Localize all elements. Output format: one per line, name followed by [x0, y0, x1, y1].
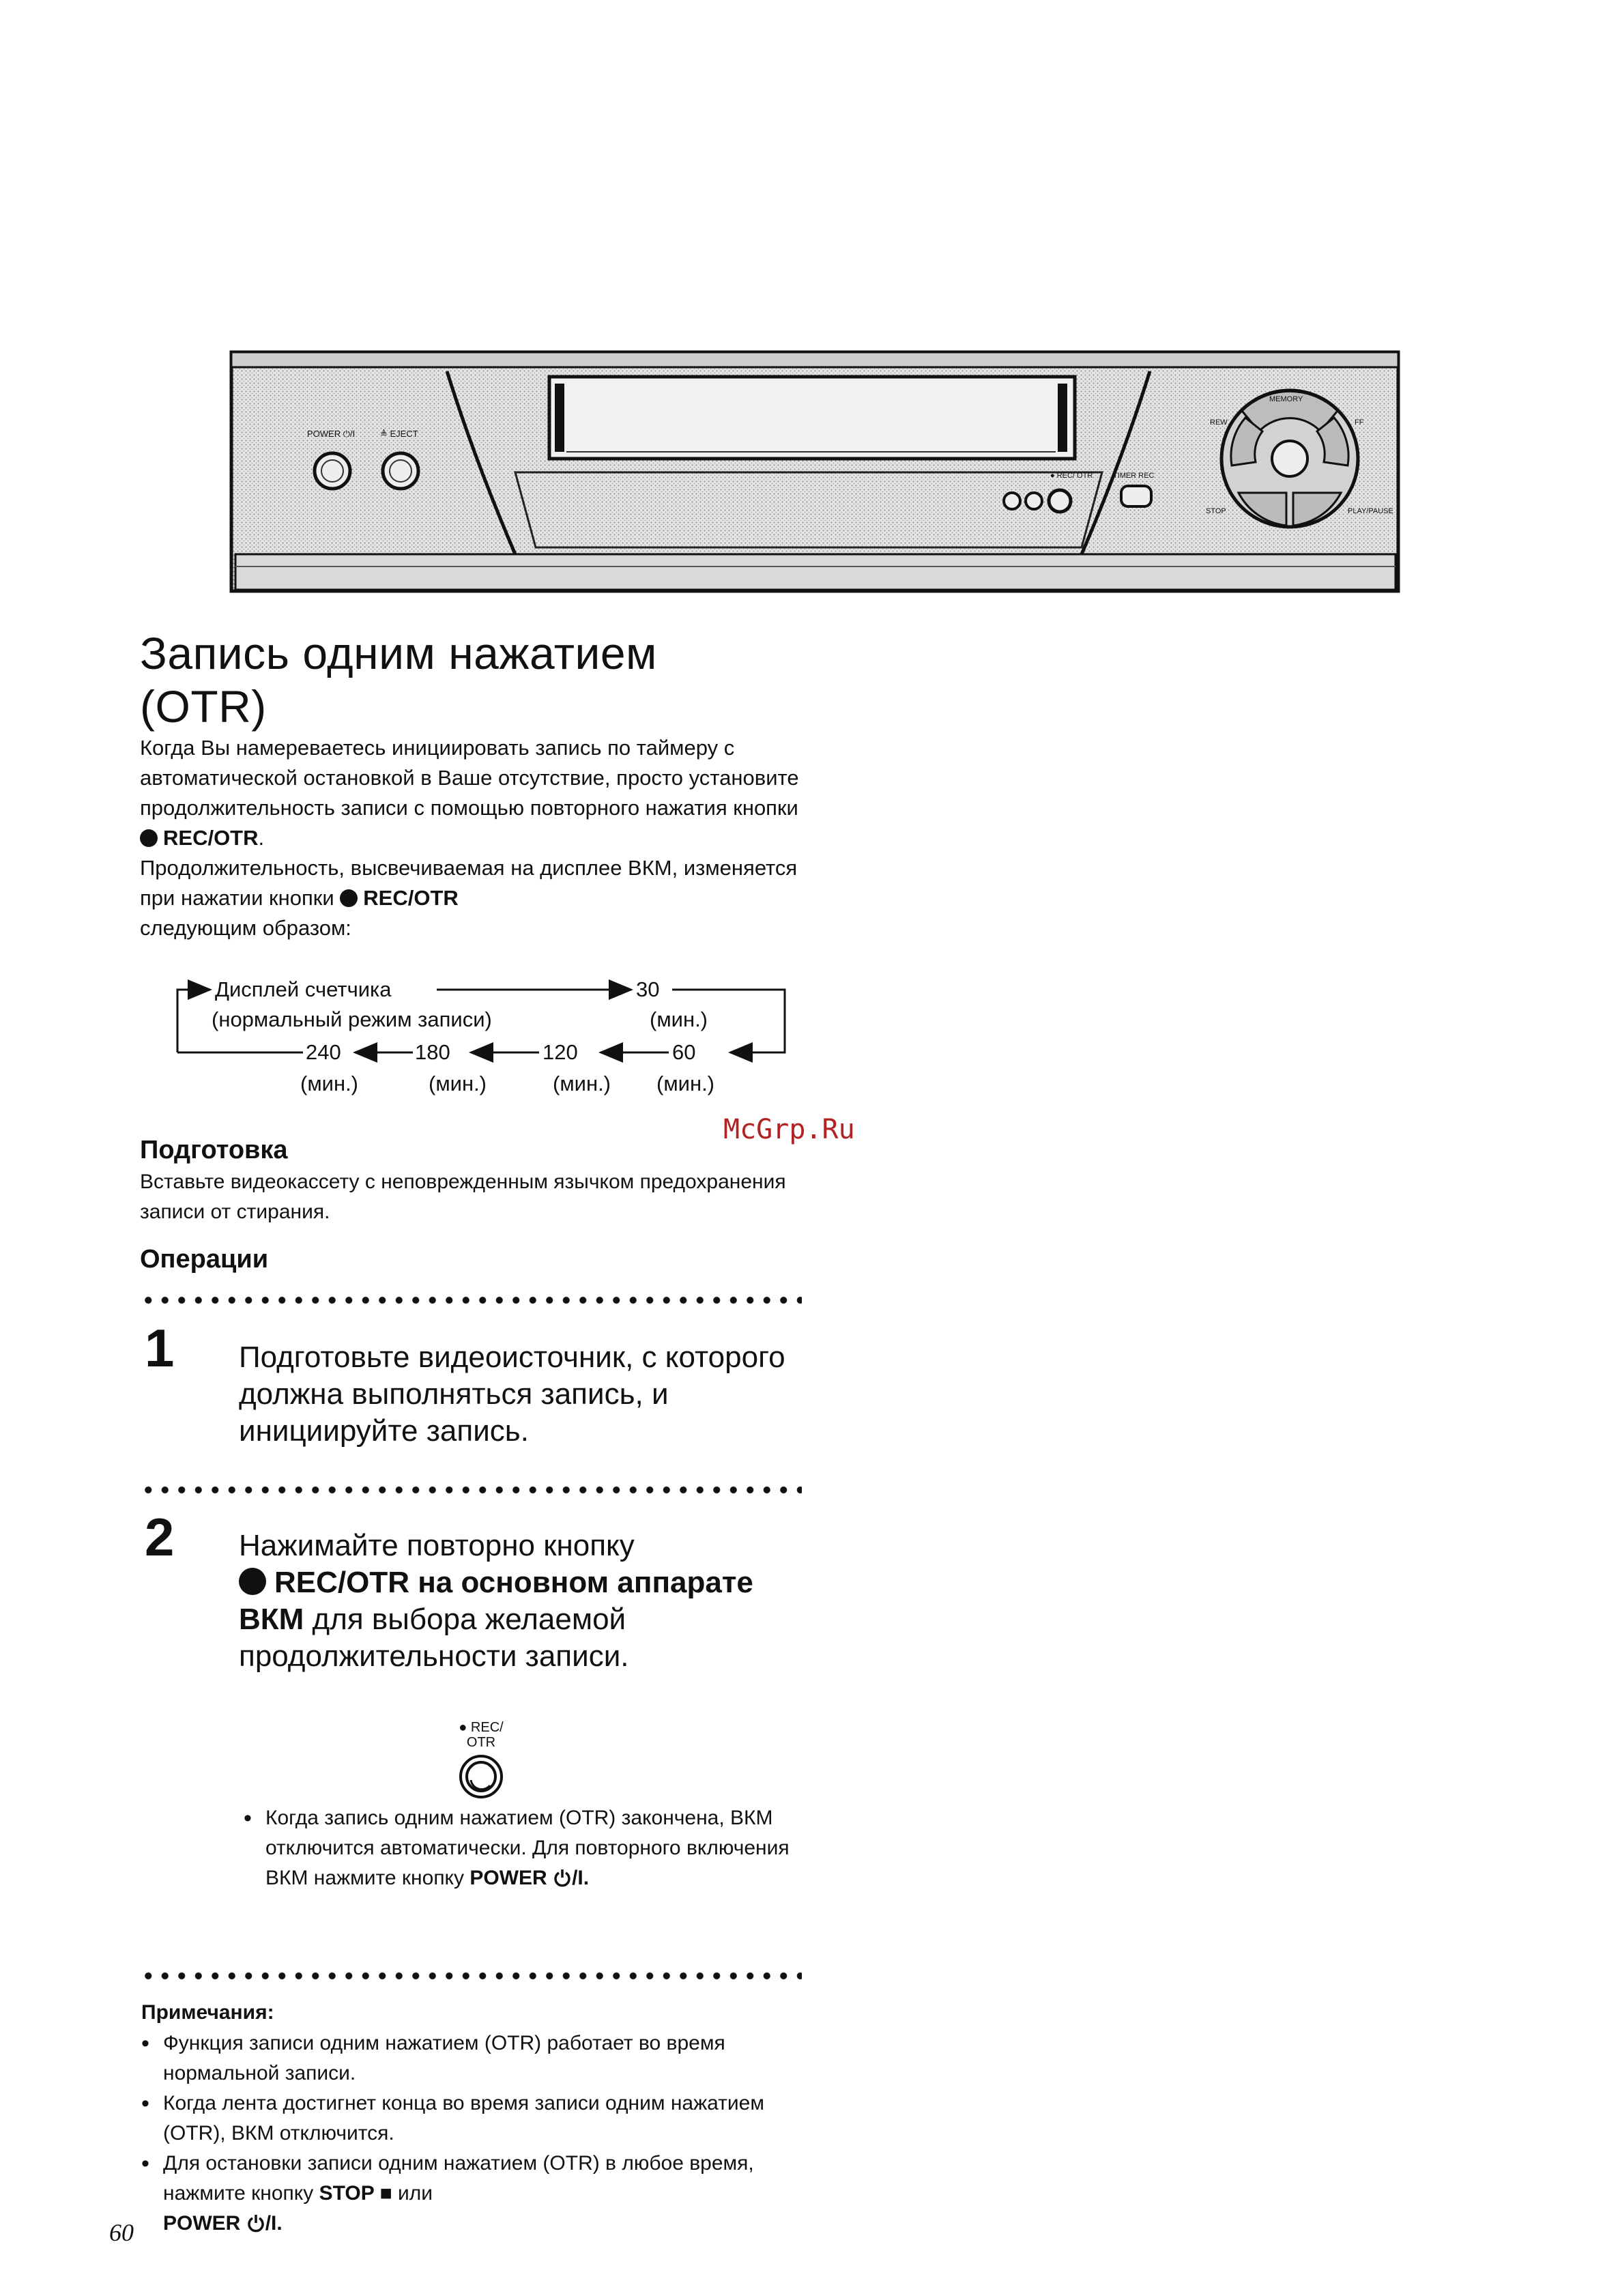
eject-button — [383, 453, 418, 489]
dotted-divider — [140, 1295, 802, 1305]
dotted-divider — [140, 1485, 802, 1495]
list-item: • Когда лента достигнет конца во время записи одним нажатием (OTR), ВКМ отключится. — [140, 2089, 795, 2149]
power-icon — [246, 2213, 265, 2233]
intro-text — [140, 733, 836, 943]
step-2-bullet-list — [242, 1803, 802, 1893]
step-2-bold-text: REC/OTR на основном аппарате ВКМ — [239, 1566, 753, 1636]
value-30: 30 — [636, 977, 660, 1001]
svg-text:PLAY/PAUSE: PLAY/PAUSE — [1348, 507, 1393, 515]
normal-mode-label: (нормальный режим записи) — [212, 1007, 492, 1031]
timer-rec-button — [1121, 486, 1151, 506]
step-2-number: 2 — [145, 1507, 175, 1567]
eject-label: ≜ EJECT — [380, 429, 418, 439]
rec-otr-button-figure — [437, 1720, 525, 1800]
power-label: POWER ⏻/I — [307, 429, 356, 439]
list-item: • Для остановки записи одним нажатием (OTR) в любое время, нажмите кнопку STOP ■ или POWER /I. — [140, 2149, 795, 2239]
svg-text:● REC/ OTR: ● REC/ OTR — [1050, 472, 1093, 480]
notes-heading: Примечания: — [141, 2001, 274, 2024]
value-120: 120 — [543, 1040, 578, 1064]
intro-paragraph-2: Продолжительность, высвечиваемая на дисплее ВКМ, изменяется при нажатии кнопки REC/OTR следующим образом: — [140, 856, 798, 940]
svg-text:FF: FF — [1355, 418, 1364, 427]
page-number: 60 — [109, 2219, 134, 2246]
record-dot-icon — [340, 889, 358, 907]
rec-otr-button-icon — [457, 1753, 505, 1800]
power-button — [315, 453, 350, 489]
rec-otr-button-panel — [1049, 490, 1071, 512]
list-item: • Функция записи одним нажатием (OTR) работает во время нормальной записи. — [140, 2028, 795, 2089]
svg-text:MEMORY: MEMORY — [1269, 395, 1303, 403]
value-180: 180 — [415, 1040, 450, 1064]
value-60: 60 — [672, 1040, 696, 1064]
step-1-text: Подготовьте видеоисточник, с которого должна выполняться запись, и инициируйте запись. — [239, 1340, 785, 1448]
preparation-heading: Подготовка — [140, 1136, 288, 1164]
step-1-number: 1 — [145, 1318, 175, 1378]
unit-60: (мин.) — [656, 1072, 715, 1095]
title-line-2: (OTR) — [140, 681, 267, 732]
watermark: McGrp.Ru — [723, 1114, 855, 1145]
unit-240: (мин.) — [300, 1072, 359, 1095]
memory-button — [1272, 441, 1307, 476]
otr-duration-cycle-diagram — [157, 976, 805, 1113]
unit-30: (мин.) — [650, 1007, 708, 1031]
value-240: 240 — [306, 1040, 341, 1064]
power-icon — [553, 1868, 572, 1887]
otr-icon-label: OTR — [466, 1735, 496, 1750]
step-2-text: Нажимайте повторно кнопку REC/OTR на основном аппарате ВКМ для выбора желаемой продолжительности записи. — [239, 1529, 753, 1673]
unit-180: (мин.) — [429, 1072, 487, 1095]
title-line-1: Запись одним нажатием — [140, 628, 657, 678]
vcr-front-panel-illustration — [229, 349, 1402, 602]
rec-otr-button-name: REC/OTR — [163, 826, 259, 850]
page-title — [140, 627, 657, 733]
unit-120: (мин.) — [553, 1072, 611, 1095]
intro-paragraph-1: Когда Вы намереваетесь инициировать запись по таймеру с автоматической остановкой в Ваше отсутствие, просто установите продолжительность записи с помощью повторного нажатия кнопки REC/OTR. — [140, 736, 799, 850]
rec-otr-icon-label: ● REC/ — [459, 1720, 504, 1735]
dotted-divider — [140, 1971, 802, 1981]
record-dot-icon — [239, 1568, 266, 1595]
svg-text:TIMER REC: TIMER REC — [1113, 472, 1155, 480]
rec-otr-button-name: REC/OTR — [363, 886, 459, 910]
list-item: • Когда запись одним нажатием (OTR) закончена, ВКМ отключится автоматически. Для повторного включения ВКМ нажмите кнопку POWER /I. — [242, 1803, 802, 1893]
operations-heading: Операции — [140, 1245, 269, 1274]
svg-text:REW: REW — [1210, 418, 1228, 427]
record-dot-icon — [140, 829, 158, 847]
preparation-text: Вставьте видеокассету с неповрежденным язычком предохранения записи от стирания. — [140, 1171, 786, 1223]
notes-list — [140, 2028, 795, 2239]
counter-display-label: Дисплей счетчика — [215, 977, 392, 1001]
svg-text:STOP: STOP — [1206, 507, 1226, 515]
